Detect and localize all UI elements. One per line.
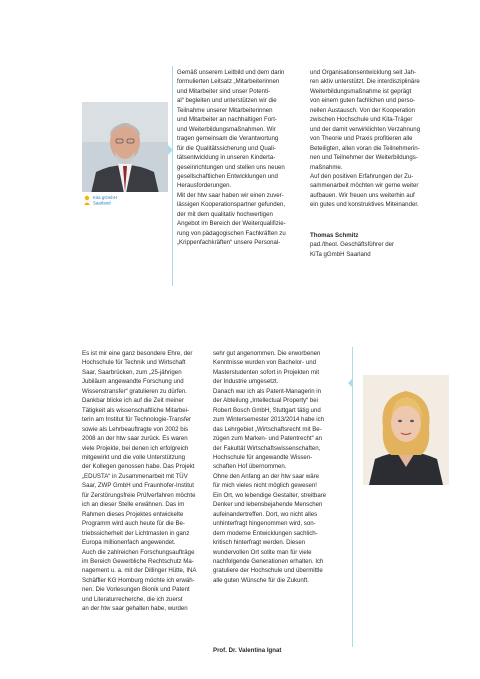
text-column-section1-right: und Organisationsentwicklung seit Jah- ren aktiv unterstützt. Die interdisziplinäre Weiterbildungsmaßnahme ist geprägt von einem guten fachlichen und perso- nellen Austausch. Von der Kooperation zwischen Hochschule und Kita-Träger und der damit verwirklichten Verzahnung von Theorie und Praxis profitieren alle Beteiligten, allen voran die Teilnehmerin- nen und Teilnehmer der Weiterbildungs- maßnahme. Auf den positiven Erfahrungen der Zu- sammenarbeit möchten wir gerne weiter aufbauen. Wir freuen uns weiterhin auf ein gutes und konstruktives Miteinander. xyxy=(310,69,421,209)
portrait-illustration xyxy=(363,375,449,485)
signature-role-line1: pad./theol. Geschäftsführer der xyxy=(310,241,395,249)
text-column-section1-left: Gemäß unserem Leitbild und dem darin formulierten Leitsatz „Mitarbeiterinnen und Mitarbeiter sind unser Potenti- al“ begleiten und unterstützen wir die Teilnahme unserer Mitarbeiterinnen und Mitarbeiter an nachhaltigen Fort- und Weiterbildungsmaßnahmen. Wir tragen gemeinsam die Verantwortung für die Qualitätssicherung und Quali- tätsentwicklung in unseren Kinderta- geseinrichtungen und stellen uns neuen gesellschaftlichen Entwicklungen und Herausforderungen. Mit der htw saar haben wir einen zuver- lässigen Kooperationspartner gefunden, der mit dem qualitativ hochwertigen Angebot im Bereich der Weiterqualifizie- rung von pädagogischen Fachkräften zu „Krippenfachkräften“ unsere Personal- xyxy=(177,69,286,247)
logo-text-line2: Saarland xyxy=(93,200,111,206)
text-column-section2-left: Es ist mir eine ganz besondere Ehre, der Hochschule für Technik und Wirtschaft Saar, Saarbrücken, zum „25-jährigen Jubiläum angewandte Forschung und Wissenstransfer“ gratulieren zu dürfen. Dankbar blicke ich auf die Zeit meiner Tätigkeit als wissenschaftliche Mitarbei- terin am Institut für Technologie-Transfer sowie als Lehrbeauftragte von 2002 bis 2008 an der htw saar zurück. Es waren viele Projekte, bei denen ich erfolgreich mitgewirkt und die volle Unterstützung der Kollegen genossen habe. Das Projekt „EDUSTA“ in Zusammenarbeit mit TÜV Saar, ZWP GmbH und Fraunhofer-Institut für Zerstörungsfreie Prüfverfahren möchte ich an dieser Stelle erwähnen. Das im Rahmen dieses Projektes entwickelte Programm wird auch heute für die Be- triebssicherheit der Lichtmasten in ganz Europa millionenfach angewendet. Auch die zahlreichen Forschungsaufträge im Bereich Gewerbliche Rechtschutz Ma- nagement u. a. mit der Dillinger Hütte, INA Schäffler KG Homburg möchte ich erwäh- nen. Die Vorlesungen Bionik und Patent und Literaturrecherche, die ich zuerst an der htw saar gehalten habe, wurden xyxy=(82,350,197,613)
text-column-section2-right: sehr gut angenommen. Die erworbenen Kenntnisse wurden von Bachelor- und Masterstudenten sofort in Projekten mit der Industrie umgesetzt. Danach war ich als Patent-Managerin in der Abteilung „Intellectual Property“ bei Robert Bosch GmbH, Stuttgart tätig und zum Wintersemester 2013/2014 habe ich das Lehrgebiet „Wirtschaftsrecht mit Be- zügen zum Marken- und Patentrecht“ an der Fakultät Wirtschaftswissenschaften, Hochschule für angewandte Wissen- schaften Hof übernommen. Ohne den Anfang an der htw saar wäre für mich vieles nicht möglich gewesen! Ein Ort, wo lebendige Gestalter, streitbare Denker und lebensbejahende Menschen aufeinandertreffen. Dort, wo nicht alles unhinterfragt hingenommen wird, son- dern moderne Entwicklungen sachlich- kritisch hinterfragt werden. Diesen wundervollen Ort sollte man für viele nachfolgende Generationen erhalten. Ich gratuliere der Hochschule und übermittle alle guten Wünsche für die Zukunft. xyxy=(213,350,327,584)
portrait-photo-thomas-schmitz xyxy=(82,102,168,198)
signature-name-section2: Prof. Dr. Valentina Ignat xyxy=(213,647,282,654)
signature-block-section1 xyxy=(310,231,450,259)
accent-rule-section1 xyxy=(172,66,173,286)
accent-rule-section2 xyxy=(352,347,353,647)
portrait-photo-valentina-ignat xyxy=(363,375,449,485)
signature-role-line2: KiTa gGmbH Saarland xyxy=(310,250,371,258)
portrait-illustration xyxy=(82,102,168,198)
accent-pointer-section1 xyxy=(168,145,173,155)
kita-logo xyxy=(82,192,168,210)
accent-pointer-section2 xyxy=(348,378,353,388)
logo-sun-icon xyxy=(85,196,89,200)
logo-text-line1: Kita gGmbH xyxy=(93,195,117,200)
signature-name: Thomas Schmitz xyxy=(310,232,359,239)
